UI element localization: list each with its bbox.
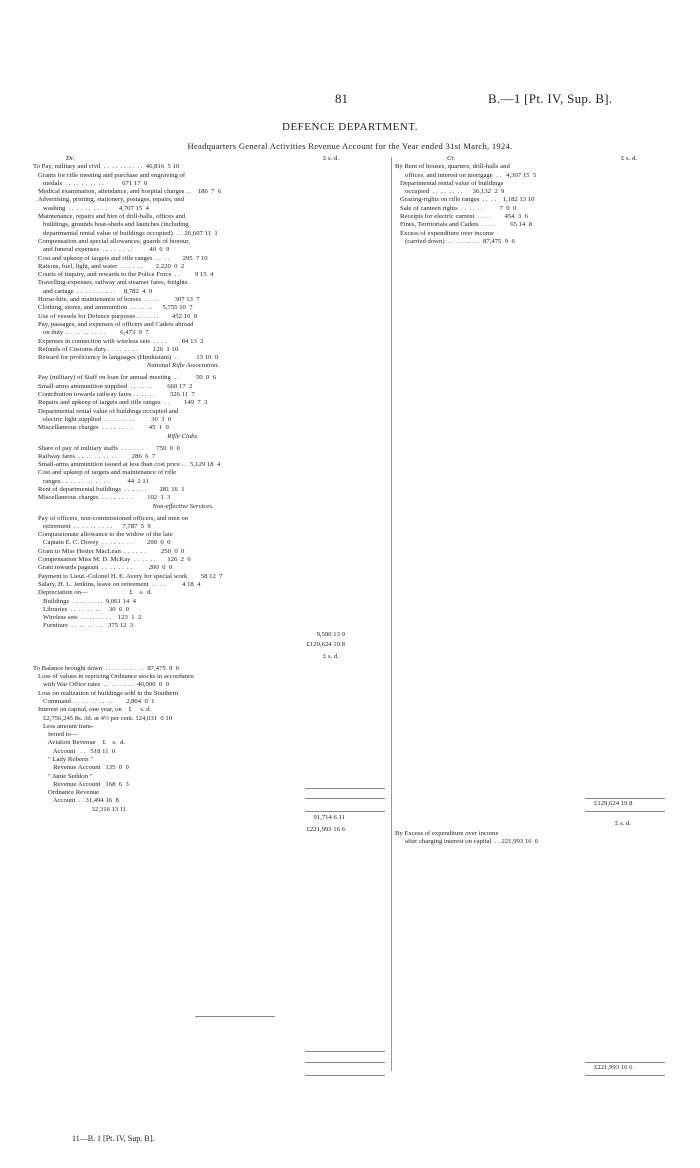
account-line-text: after charging interest on capital . . 221,993 16 6 [395, 838, 539, 846]
account-line [33, 715, 385, 723]
department-title: DEFENCE DEPARTMENT. [282, 121, 418, 133]
account-line-text: Expenses in connection with wireless sets . . . . 84 13 2 [33, 337, 204, 345]
account-line [33, 606, 385, 614]
account-line [33, 690, 385, 698]
account-line [33, 515, 385, 523]
account-line [395, 838, 685, 846]
account-line-text: ranges . . . . . . . . . . . . 44 2 11 [33, 477, 149, 485]
account-line [33, 163, 385, 171]
account-line [33, 486, 385, 494]
account-line-text: Revenue Account 168 6 3 [33, 780, 129, 788]
account-line [33, 556, 385, 564]
account-line [33, 494, 385, 502]
account-line [33, 304, 385, 312]
account-line-text: By Excess of expenditure over income [395, 830, 499, 837]
account-line-text: Excess of expenditure over income [395, 229, 494, 237]
account-line-text: Small-arms ammunition supplied . . . . . . 660 17 2 [33, 382, 193, 390]
account-line-text: with War Office rates . . . . . . . . 40,000 0 0 [33, 681, 169, 689]
account-line [33, 598, 385, 606]
account-line [33, 188, 385, 196]
account-line [395, 172, 685, 180]
account-line [395, 196, 685, 204]
account-line-text: Captain E. C. Dovey . . . . . . . . 200 0 0 [33, 539, 171, 547]
account-line [33, 723, 385, 731]
account-line-text: Departmental rental value of buildings [395, 179, 504, 187]
account-line [395, 188, 685, 196]
account-line-text: Ordnance Revenue [33, 789, 100, 797]
account-line [33, 531, 385, 539]
account-line-text: Miscellaneous charges . . . . . . . . 45 1 9 [33, 424, 169, 432]
credit-lines [395, 163, 685, 246]
account-line-text: " Janie Seddon " [33, 772, 93, 780]
account-line [33, 205, 385, 213]
debit-lines [33, 163, 385, 362]
account-line-text: occupied . . . . . . . . 36,132 2 9 [395, 188, 505, 196]
account-line-text: Cost and upkeep of targets and rifle ranges . . . . 295 7 10 [33, 254, 208, 262]
account-line [33, 321, 385, 329]
account-line-text: Small-arms ammunition issued at less than cost price . . 5,129 18 4 [33, 461, 221, 469]
account-line-text: retirement . . . . . . . . . . 7,787 5 9 [33, 522, 151, 530]
page-number: 81 [335, 91, 348, 106]
debit-column [33, 155, 385, 838]
rule [305, 798, 385, 799]
account-line [33, 354, 385, 362]
account-line [33, 681, 385, 689]
account-line-text: offices, and interest on mortgage . . 4,307 15 5 [395, 171, 537, 179]
account-line [33, 172, 385, 180]
account-line [33, 288, 385, 296]
cr-currency: £ s. d. [621, 155, 637, 162]
account-line [33, 271, 385, 279]
account-line-text: Sale of canteen rights . . . . . . 7 0 0 [395, 204, 517, 212]
account-line [33, 346, 385, 354]
account-line-text: Miscellaneous charges . . . . . . . . 102 1 3 [33, 494, 171, 502]
account-line [33, 399, 385, 407]
account-line [395, 238, 685, 246]
account-line-text: medals . . . . . . . . . . 671 17 0 [33, 179, 148, 187]
account-line [33, 773, 385, 781]
rule [305, 811, 385, 812]
credit-total-2: £221,993 16 6 [594, 1064, 633, 1071]
account-line [33, 764, 385, 772]
account-line [33, 589, 385, 597]
account-line-text: electric light supplied . . . . . . . . 30 3 0 [33, 415, 172, 423]
bottom-cr-currency: £ s. d. [615, 820, 631, 827]
account-line [33, 789, 385, 797]
account-line [33, 748, 385, 756]
account-line-text: Railway fares . . . . . . . . . . 286 6 7 [33, 452, 156, 460]
account-line [395, 830, 685, 838]
account-line [33, 391, 385, 399]
account-line-text: Clothing, stores, and ammunition . . . . . . 5,755 10 7 [33, 304, 193, 312]
debit-total-1: £129,624 19 8 [306, 640, 345, 648]
account-line [33, 673, 385, 681]
account-line-text: Advertising, printing, stationery, postages, repairs, and [33, 196, 184, 204]
account-line [33, 246, 385, 254]
account-line-text: Libraries . . . . . . . . 30 6 0 [33, 605, 130, 613]
account-line [33, 739, 385, 747]
rule [305, 1051, 385, 1052]
cr-label: Cr. [447, 155, 455, 162]
account-line-text: Rent of departmental buildings . . . . . . 281 16 1 [33, 485, 185, 493]
account-line-text: Depreciation on— £ s. d. [33, 589, 153, 597]
account-line-text: Grants for rifle meeting and purchase and engraving of [33, 171, 186, 179]
account-line [395, 221, 685, 229]
account-line-text: (carried down) . . . . . . . . 87,475 9 6 [395, 237, 515, 245]
account-line-text: Grazing-rights on rifle ranges . . . . 1,182 13 10 [395, 196, 535, 204]
credit-total-1: £129,624 19 8 [594, 800, 633, 807]
account-line [33, 523, 385, 531]
account-line [33, 548, 385, 556]
account-line [33, 255, 385, 263]
account-line [33, 469, 385, 477]
account-line-text: on duty . . . . . . . . . . 6,473 9 7 [33, 329, 149, 337]
rifle-clubs-heading: Rifle Clubs. [167, 432, 199, 440]
account-line [33, 698, 385, 706]
account-line [33, 279, 385, 287]
account-line-text: Share of pay of military staffs . . . . . . 750 0 0 [33, 444, 180, 452]
credit-bottom-lines [395, 830, 685, 847]
account-line [33, 445, 385, 453]
column-divider [391, 157, 392, 1071]
account-line-text: Pay of officers, non-commissioned officers, and men on [33, 514, 189, 522]
account-line [33, 263, 385, 271]
non-effective-lines [33, 515, 385, 631]
account-line-text: Revenue Account 135 0 0 [33, 764, 129, 772]
account-line-text: Buildings . . . . . . . . 9,061 14 4 [33, 597, 136, 605]
account-line-text: Maintenance, repairs and hire of drill-halls, offices and [33, 213, 186, 221]
account-line [33, 196, 385, 204]
account-line [33, 313, 385, 321]
account-line-text: By Rent of houses, quarters, drill-halls and [395, 163, 510, 171]
account-line-text: Fines, Territorials and Cadets . . . . 65 14 8 [395, 221, 533, 229]
account-line [33, 424, 385, 432]
bottom-dr-currency: £ s. d. [323, 652, 339, 660]
account-line-text: Grant towards pageant . . . . . . . . 200 0 0 [33, 564, 173, 572]
account-line-text: Command . . . . . . . . . . 2,804 0 1 [33, 697, 155, 705]
account-line [33, 230, 385, 238]
account-line [395, 205, 685, 213]
account-line-text: " Lady Roberts " [33, 756, 94, 763]
nra-lines [33, 374, 385, 432]
depreciation-total: 9,590 13 9 [316, 630, 345, 638]
account-line-text: Rations, fuel, light, and water . . . . . . 2,220 0 2 [33, 262, 185, 270]
account-line-text: £2,756,245 8s. 3d. at 4½ per cent. 124,031 0 10 [33, 714, 173, 722]
account-line-text: To Pay, military and civil . . . . . . . . . . 46,816 5 10 [33, 163, 180, 171]
account-line [395, 213, 685, 221]
account-line-text: Courts of inquiry, and rewards to the Police Force . . 9 15 4 [33, 271, 214, 279]
account-line [33, 539, 385, 547]
footer-reference: 11—B. 1 [Pt. IV, Sup. B]. [72, 1134, 155, 1143]
account-line [33, 296, 385, 304]
account-line-text: Loss of values in repricing Ordnance stocks in accordance [33, 673, 194, 681]
account-line [395, 163, 685, 171]
account-line [33, 478, 385, 486]
account-title: Headquarters General Activities Revenue Account for the Year ended 31st March, 1924. [187, 141, 513, 151]
account-line-text: and cartage . . . . . . . . . . 8,782 4 9 [33, 287, 153, 295]
account-line-text: Repairs and upkeep of targets and rifle ranges . . 149 7 3 [33, 399, 208, 407]
account-line [395, 230, 685, 238]
account-line-text: Travelling-expenses, railway and steamer fares, freights [33, 279, 188, 287]
rule [305, 1062, 385, 1063]
account-line [33, 706, 385, 714]
account-line-text: Furniture . . . . . . . . 375 12 3 [33, 622, 134, 630]
account-line-text: Refunds of Customs duty . . . . . . . . 126 1 10 [33, 345, 179, 353]
rule [305, 1075, 385, 1076]
dr-currency: £ s. d. [323, 155, 339, 162]
account-line-text: Aviation Revenue £ s. d. [33, 739, 126, 747]
account-line [33, 806, 385, 814]
account-line [33, 581, 385, 589]
account-line-text: Reward for proficiency in languages (Hindustani) . . 13 10 0 [33, 354, 218, 362]
rule [585, 811, 665, 812]
account-line [33, 453, 385, 461]
account-line-text: Contribution towards railway fares . . . . . . 326 11 7 [33, 391, 195, 399]
dr-label: Dr. [66, 155, 75, 162]
account-line-text: Account . . 518 11 0 [33, 747, 116, 755]
credit-column [395, 155, 685, 246]
account-line [33, 180, 385, 188]
account-line-text: Medical examination, attendance, and hospital charges . . 186 7 6 [33, 188, 222, 196]
account-line [33, 622, 385, 630]
account-line-text: Compassionate allowance to the widow of the late [33, 531, 173, 539]
rule [585, 798, 665, 799]
account-line [33, 461, 385, 469]
account-line-text: ferred to— [33, 731, 78, 739]
account-line-text: Less amount trans- [33, 722, 94, 730]
account-line-text: Use of vessels for Defence purposes . . . . . . 452 10 0 [33, 312, 197, 320]
account-line-text: Wireless sets . . . . . . . . 123 1 2 [33, 614, 142, 622]
account-line-text: Payment to Lieut.-Colonel H. E. Avery for special work 58 12 7 [33, 572, 223, 580]
account-line [33, 374, 385, 382]
account-line-text: washing . . . . . . . . . . 4,707 15 4 [33, 204, 149, 212]
debit-total-2: £221,993 16 6 [306, 826, 345, 834]
nra-heading: National Rifle Association. [146, 362, 220, 370]
account-line-text: Compensation Miss M. D. McKay . . . . . . 126 2 6 [33, 556, 191, 564]
account-line-text: Account . . 31,494 16 8 [33, 797, 119, 805]
account-line [33, 408, 385, 416]
account-line [33, 416, 385, 424]
account-line-text: Pay, passages, and expenses of officers and Cadets abroad [33, 320, 194, 328]
account-line [33, 383, 385, 391]
account-line [33, 238, 385, 246]
account-line-text: and funeral expenses . . . . . . . . 40 6 9 [33, 246, 170, 254]
account-line [33, 665, 385, 673]
account-line [33, 614, 385, 622]
rule [305, 788, 385, 789]
document-reference: B.—1 [Pt. IV, Sup. B]. [488, 91, 613, 106]
account-line [33, 573, 385, 581]
account-line [33, 731, 385, 739]
account-line [395, 180, 685, 188]
account-line-text: Departmental rental value of buildings occupied and [33, 407, 179, 415]
account-line-text: Pay (military) of Staff on loan for annual meeting . . 50 0 6 [33, 374, 217, 382]
rule [585, 1075, 665, 1076]
account-line-text: Loss on realization of buildings sold in the Southern [33, 689, 179, 697]
debit-bottom-lines [33, 665, 385, 814]
account-line-text: To Balance brought down . . . . . . . . . . 87,475 9 6 [33, 664, 180, 672]
account-line-text: Receipts for electric current . . . . 454 3 6 [395, 213, 528, 221]
rule [585, 1062, 665, 1063]
account-line [33, 756, 385, 764]
account-line [33, 213, 385, 221]
account-line-text: Cost and upkeep of targets and maintenance of rifle [33, 469, 177, 477]
account-line [33, 221, 385, 229]
account-line-text: 32,316 13 11 [33, 805, 127, 813]
account-line-text: Interest on capital, one year, on £ s. d. [33, 706, 152, 714]
account-line [33, 329, 385, 337]
rule [195, 1016, 275, 1017]
account-line [33, 564, 385, 572]
interest-net: 91,714 6 11 [313, 814, 345, 822]
account-line [33, 338, 385, 346]
non-effective-heading: Non-effective Services. [152, 502, 214, 510]
rifle-clubs-lines [33, 445, 385, 503]
account-line-text: Compensation and special allowances, guards of honour, [33, 237, 191, 245]
account-line-text: departmental rental value of buildings occupied) . . 26,607 11 1 [33, 229, 218, 237]
account-line-text: Grant to Miss Hester MacLean . . . . . . 250 0 0 [33, 547, 185, 555]
account-line-text: Salary, H. L. Jenkins, leave on retirement . . . . 4 18 4 [33, 580, 201, 588]
account-line-text: Horse-hire, and maintenance of horses . . . . 307 13 7 [33, 296, 200, 304]
account-line-text: buildings, grounds boat-sheds and launches (including [33, 221, 189, 229]
